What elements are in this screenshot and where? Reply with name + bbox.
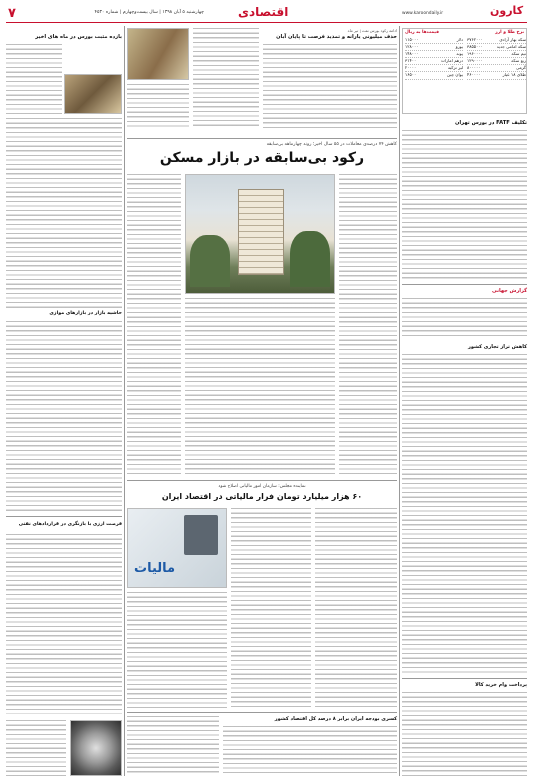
right-text-4 xyxy=(402,692,527,776)
building-photo xyxy=(185,174,335,294)
rate-row: نیم سکه ۱۹۶۰۰۰۰ xyxy=(467,51,526,58)
main-headline: رکود بی‌سابقه در بازار مسکن xyxy=(159,150,365,166)
right-headline: تکلیف FATF در بورس تهران xyxy=(454,120,527,126)
rates-box xyxy=(402,28,527,114)
bottom-text-2 xyxy=(223,726,397,776)
main-kicker: کاهش ۷۴ درصدی معاملات در ۵۵ سال اخیر؛ روند چهارماهه بی‌سابقه xyxy=(266,142,397,147)
header-rule xyxy=(6,22,527,23)
tax-text-1 xyxy=(231,508,311,708)
main-text-center xyxy=(185,298,335,474)
right-text-1 xyxy=(402,130,527,280)
rate-row: لیر ترکیه ۲۰۰۰۰ xyxy=(405,65,463,72)
main-text-right xyxy=(339,174,397,474)
left-column xyxy=(6,26,122,776)
top-left-text xyxy=(193,28,259,128)
left-text-block-5 xyxy=(6,720,66,776)
rate-row: درهم امارات ۳۱۴۰۰ xyxy=(405,58,463,65)
right-kicker: گزارش جهانی xyxy=(492,288,527,294)
tax-headline: ۶۰ هزار میلیارد تومان فرار مالیاتی در اقتصاد ایران xyxy=(161,492,363,501)
tax-text-2 xyxy=(315,508,397,708)
photo-caption-text xyxy=(127,84,189,128)
rate-row: یورو ۱۲۸۰۰۰ xyxy=(405,44,463,51)
brand-logo: کارون xyxy=(490,4,524,17)
right-column xyxy=(402,26,527,776)
left-text-block-3 xyxy=(6,321,122,511)
left-text-block xyxy=(6,44,62,114)
calculator-shape xyxy=(184,515,218,555)
rate-row: گرمی ۸۰۰۰۰۰ xyxy=(467,65,526,72)
page-number: ۷ xyxy=(8,6,16,21)
left-headline: بازده مثبت بورس در ماه های اخیر xyxy=(35,34,122,40)
bottom-text-1 xyxy=(127,716,219,776)
tree-right xyxy=(290,231,330,287)
imf-seal-image xyxy=(70,720,122,776)
tree-left xyxy=(190,235,230,287)
rates-right-list xyxy=(467,37,526,80)
rate-row: پوند ۱۴۸۰۰۰ xyxy=(405,51,463,58)
section-title: اقتصادی xyxy=(238,5,289,19)
right-text-3 xyxy=(402,354,527,674)
right-mid-headline: کاهش تراز تجاری کشور xyxy=(468,344,527,350)
rates-left-list xyxy=(405,37,463,80)
center-column xyxy=(127,26,397,776)
rate-row: دلار ۱۱۵۰۰۰ xyxy=(405,37,463,44)
masthead xyxy=(0,0,533,26)
rate-row: طلای ۱۸ عیار ۴۶۰۰۰۰ xyxy=(467,72,526,79)
bottom-right-headline: کسری بودجه ایران برابر ۸ درصد کل اقتصاد کشور xyxy=(274,716,397,722)
rate-row: یوان چین ۱۶۵۰۰ xyxy=(405,72,463,79)
left-text-block-4 xyxy=(6,534,122,714)
rate-row: سکه بهار آزادی ۳۷۶۲۰۰۰ xyxy=(467,37,526,44)
right-bottom-headline: پرداخت وام خرید کالا xyxy=(475,682,527,688)
top-headline: حذف میلیونی یارانه و تمدید فرصت تا پایان آبان xyxy=(276,34,397,40)
left-sub-headline: حاشیه بازار در بازارهای موازی xyxy=(49,311,122,316)
tax-image-caption: مالیات xyxy=(134,561,176,576)
rate-row: سکه امامی جدید ۳۸۵۵۰۰۰ xyxy=(467,44,526,51)
main-text-left xyxy=(127,174,181,474)
rates-title-right: نرخ طلا و ارز xyxy=(495,30,524,35)
left-photo xyxy=(64,74,122,114)
right-text-2 xyxy=(402,298,527,338)
money-photo xyxy=(127,28,189,80)
bottom-left-headline: فرصت ارزی با بازنگری در قراردادهای نفتی xyxy=(18,522,122,527)
tax-image xyxy=(127,508,227,588)
rate-row: ربع سکه ۱۲۹۰۰۰۰ xyxy=(467,58,526,65)
building-shape xyxy=(238,189,284,275)
top-right-text xyxy=(263,44,397,128)
tax-text-3 xyxy=(127,592,227,708)
date-line: چهارشنبه ۵ آبان ۱۳۹۸ | سال بیست‌وچهارم | شماره ۴۵۳۰ xyxy=(94,10,204,15)
top-kicker: ادامه رکود بورس نفت | تیر ماه xyxy=(347,28,397,33)
tax-kicker: نماینده مجلس: سازمان امور مالیاتی اصلاح شود xyxy=(218,484,306,489)
website-url: www.karoondaily.ir xyxy=(402,11,444,16)
left-text-block-2 xyxy=(6,118,122,308)
rates-title-left: قیمت‌ها به ریال xyxy=(405,30,439,35)
